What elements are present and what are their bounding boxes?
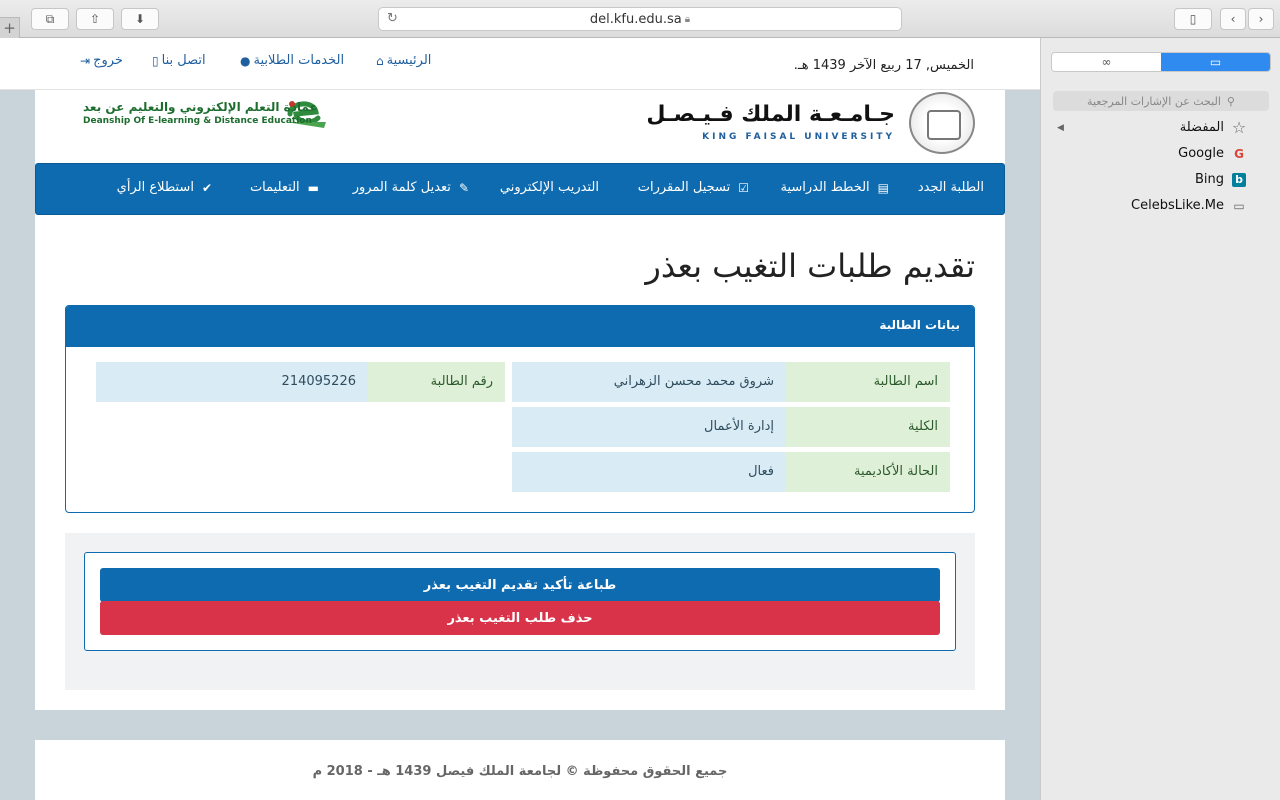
bookmark-favorites[interactable] xyxy=(1180,120,1246,135)
footer xyxy=(35,740,1005,800)
print-confirmation-button[interactable]: طباعة تأكيد تقديم التغيب بعذر xyxy=(100,568,940,602)
nav-course-registration[interactable] xyxy=(638,180,749,195)
logout-label: خروج xyxy=(93,53,123,68)
back-button[interactable] xyxy=(1220,8,1246,30)
bookmarks-tab[interactable] xyxy=(1161,53,1270,71)
bookmark-google-label: Google xyxy=(1178,146,1224,161)
student-id-row xyxy=(96,362,505,402)
college-value: إدارة الأعمال xyxy=(512,407,786,447)
name-row xyxy=(512,362,950,402)
logout-icon: ⇥ xyxy=(80,53,91,68)
actions-area xyxy=(65,533,975,690)
home-icon: ⌂ xyxy=(376,53,384,68)
nav-study-plans-label: الخطط الدراسية xyxy=(780,180,870,195)
kfu-logo[interactable] xyxy=(646,92,975,156)
nav-new-students[interactable] xyxy=(918,180,984,195)
kfu-name-en: KING FAISAL UNIVERSITY xyxy=(702,132,895,142)
bookmark-favorites-label: المفضلة xyxy=(1179,120,1224,135)
main-container xyxy=(35,90,1005,710)
college-row xyxy=(512,407,950,447)
college-label: الكلية xyxy=(786,407,950,447)
bookmarks-search[interactable] xyxy=(1053,91,1269,111)
share-button[interactable] xyxy=(76,8,114,30)
bookmarks-search-placeholder: البحث عن الإشارات المرجعية xyxy=(1087,94,1221,108)
bookmark-celebslike[interactable] xyxy=(1131,198,1246,213)
page-title: تقديم طلبات التغيب بعذر xyxy=(645,247,975,285)
nav-change-password[interactable] xyxy=(353,180,469,195)
browser-toolbar xyxy=(0,0,1280,38)
bookmarks-sidebar xyxy=(1040,38,1280,800)
main-nav xyxy=(35,163,1005,215)
edit-icon: ☑ xyxy=(738,180,749,195)
url-text: del.kfu.edu.sa xyxy=(589,11,682,27)
delete-request-button[interactable]: حذف طلب التغيب بعذر xyxy=(100,601,940,635)
panel-title: بيانات الطالبة xyxy=(66,306,974,347)
deanship-name-ar: عمادة التعلم الإلكتروني والتعليم عن بعد xyxy=(83,100,318,114)
status-row xyxy=(512,452,950,492)
pencil-icon: ✎ xyxy=(458,180,469,195)
student-id-value: 214095226 xyxy=(96,362,368,402)
bookmark-bing-label: Bing xyxy=(1194,172,1224,187)
chevron-right-icon: › xyxy=(1258,12,1264,26)
top-bar xyxy=(0,38,1040,90)
comment-icon: ▬ xyxy=(307,180,319,195)
nav-e-training[interactable] xyxy=(500,180,599,195)
nav-e-training-label: التدريب الإلكتروني xyxy=(499,180,599,195)
star-icon: ☆ xyxy=(1231,118,1247,137)
bookmark-celebslike-label: CelebsLike.Me xyxy=(1131,198,1224,213)
tabs-icon: ⧉ xyxy=(45,11,55,26)
chevron-left-icon: ‹ xyxy=(1230,12,1236,26)
sidebar-icon: ▯ xyxy=(1189,12,1197,26)
address-bar[interactable] xyxy=(378,7,902,31)
web-page xyxy=(0,38,1040,800)
nav-change-password-label: تعديل كلمة المرور xyxy=(352,180,451,195)
current-date: الخميس, 17 ربيع الآخر 1439 هـ. xyxy=(793,58,974,73)
sidebar-toggle-button[interactable] xyxy=(1174,8,1212,30)
copyright-text: جميع الحقوق محفوظة © لجامعة الملك فيصل 1439 هـ - 2018 م xyxy=(312,764,728,779)
user-icon: ● xyxy=(240,53,251,68)
google-icon: G xyxy=(1234,146,1244,161)
home-link[interactable] xyxy=(376,53,431,68)
reading-list-tab[interactable] xyxy=(1052,53,1161,71)
glasses-icon: ∞ xyxy=(1101,55,1112,69)
student-services-link[interactable] xyxy=(240,53,344,68)
download-icon: ⬇ xyxy=(134,12,146,26)
lock-icon: 🔒︎ xyxy=(684,13,691,25)
contact-link[interactable] xyxy=(152,53,206,68)
home-link-label: الرئيسية xyxy=(386,53,432,68)
name-value: شروق محمد محسن الزهراني xyxy=(512,362,786,402)
kfu-seal-icon xyxy=(909,92,975,154)
student-services-label: الخدمات الطلابية xyxy=(253,53,345,68)
forward-button[interactable] xyxy=(1248,8,1274,30)
student-info-panel xyxy=(65,305,975,513)
student-id-label: رقم الطالبة xyxy=(368,362,505,402)
bookmark-google[interactable] xyxy=(1178,146,1246,161)
search-icon: ⚲ xyxy=(1226,94,1235,108)
book-open-icon: ▭ xyxy=(1233,198,1245,213)
nav-new-students-label: الطلبة الجدد xyxy=(917,180,984,195)
kfu-name-ar: جـامـعـة الملك فـيـصـل xyxy=(646,102,895,127)
nav-study-plans[interactable] xyxy=(780,180,889,195)
deanship-logo[interactable] xyxy=(80,92,340,136)
nav-instructions[interactable] xyxy=(250,180,319,195)
logout-link[interactable] xyxy=(80,53,123,68)
actions-box xyxy=(84,552,956,651)
bookmark-bing[interactable] xyxy=(1195,172,1246,187)
contact-label: اتصل بنا xyxy=(161,53,206,68)
name-label: اسم الطالبة xyxy=(786,362,950,402)
show-tabs-button[interactable] xyxy=(31,8,69,30)
status-value: فعال xyxy=(512,452,786,492)
nav-course-registration-label: تسجيل المقررات xyxy=(637,180,731,195)
phone-icon: ▯ xyxy=(152,53,159,68)
sidebar-segmented-control xyxy=(1051,52,1271,72)
nav-survey[interactable] xyxy=(117,180,212,195)
new-tab-button[interactable]: + xyxy=(0,17,20,38)
check-icon: ✔ xyxy=(201,180,212,195)
nav-survey-label: استطلاع الرأي xyxy=(116,180,194,195)
downloads-button[interactable] xyxy=(121,8,159,30)
nav-instructions-label: التعليمات xyxy=(249,180,300,195)
list-icon: ▤ xyxy=(877,180,889,195)
book-icon: ▭ xyxy=(1209,55,1222,69)
deanship-name-en: Deanship Of E-learning & Distance Education xyxy=(83,116,312,126)
share-icon: ⇧ xyxy=(89,12,101,26)
reload-icon[interactable]: ↻ xyxy=(387,11,398,26)
bing-icon: b xyxy=(1232,173,1246,187)
disclosure-icon[interactable]: ◀ xyxy=(1057,123,1064,133)
status-label: الحالة الأكاديمية xyxy=(786,452,950,492)
